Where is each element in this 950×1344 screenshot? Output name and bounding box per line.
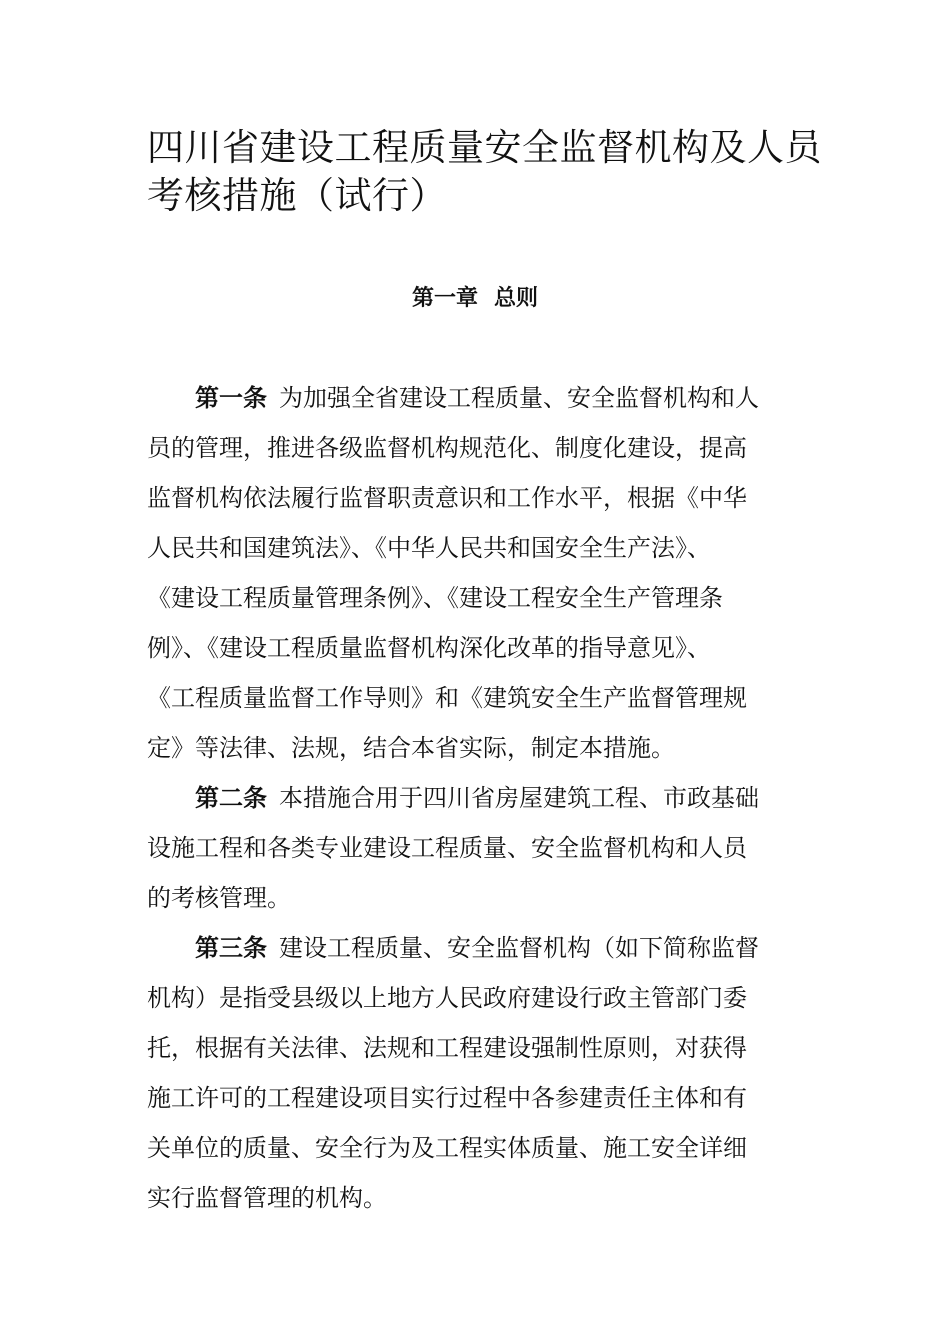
article-label: 第三条	[195, 934, 267, 962]
article-3	[147, 923, 807, 1223]
article-line: 人民共和国建筑法》、《中华人民共和国安全生产法》、	[147, 534, 711, 562]
article-line	[147, 773, 807, 823]
article-line	[147, 923, 807, 973]
article-line: 定》等法律、法规，结合本省实际，制定本措施。	[147, 734, 675, 762]
document-title-line-1: 四川省建设工程质量安全监督机构及人员	[147, 126, 822, 169]
article-line: 员的管理，推进各级监督机构规范化、制度化建设，提高	[147, 434, 747, 462]
article-line: 例》、《建设工程质量监督机构深化改革的指导意见》、	[147, 634, 711, 662]
article-line: 《工程质量监督工作导则》和《建筑安全生产监督管理规	[147, 684, 747, 712]
article-line: 关单位的质量、安全行为及工程实体质量、施工安全详细	[147, 1134, 747, 1162]
article-text: 为加强全省建设工程质量、安全监督机构和人	[279, 384, 759, 412]
chapter-name: 总则	[494, 286, 539, 311]
article-line: 机构）是指受县级以上地方人民政府建设行政主管部门委	[147, 984, 747, 1012]
article-label: 第一条	[195, 384, 267, 412]
article-1	[147, 373, 807, 773]
article-label: 第二条	[195, 784, 267, 812]
article-line: 的考核管理。	[147, 884, 291, 912]
article-text: 本措施合用于四川省房屋建筑工程、市政基础	[279, 784, 759, 812]
article-line: 施工许可的工程建设项目实行过程中各参建责任主体和有	[147, 1084, 747, 1112]
article-line	[147, 373, 807, 423]
chapter-heading	[0, 284, 950, 314]
article-line: 设施工程和各类专业建设工程质量、安全监督机构和人员	[147, 834, 747, 862]
article-2	[147, 773, 807, 923]
article-line: 实行监督管理的机构。	[147, 1184, 387, 1212]
article-line: 《建设工程质量管理条例》、《建设工程安全生产管理条	[147, 584, 723, 612]
document-title	[147, 124, 827, 220]
article-line: 监督机构依法履行监督职责意识和工作水平，根据《中华	[147, 484, 747, 512]
chapter-number: 第一章	[411, 286, 478, 311]
article-line: 托，根据有关法律、法规和工程建设强制性原则，对获得	[147, 1034, 747, 1062]
document-title-line-2: 考核措施（试行）	[147, 174, 447, 217]
article-text: 建设工程质量、安全监督机构（如下简称监督	[279, 934, 759, 962]
